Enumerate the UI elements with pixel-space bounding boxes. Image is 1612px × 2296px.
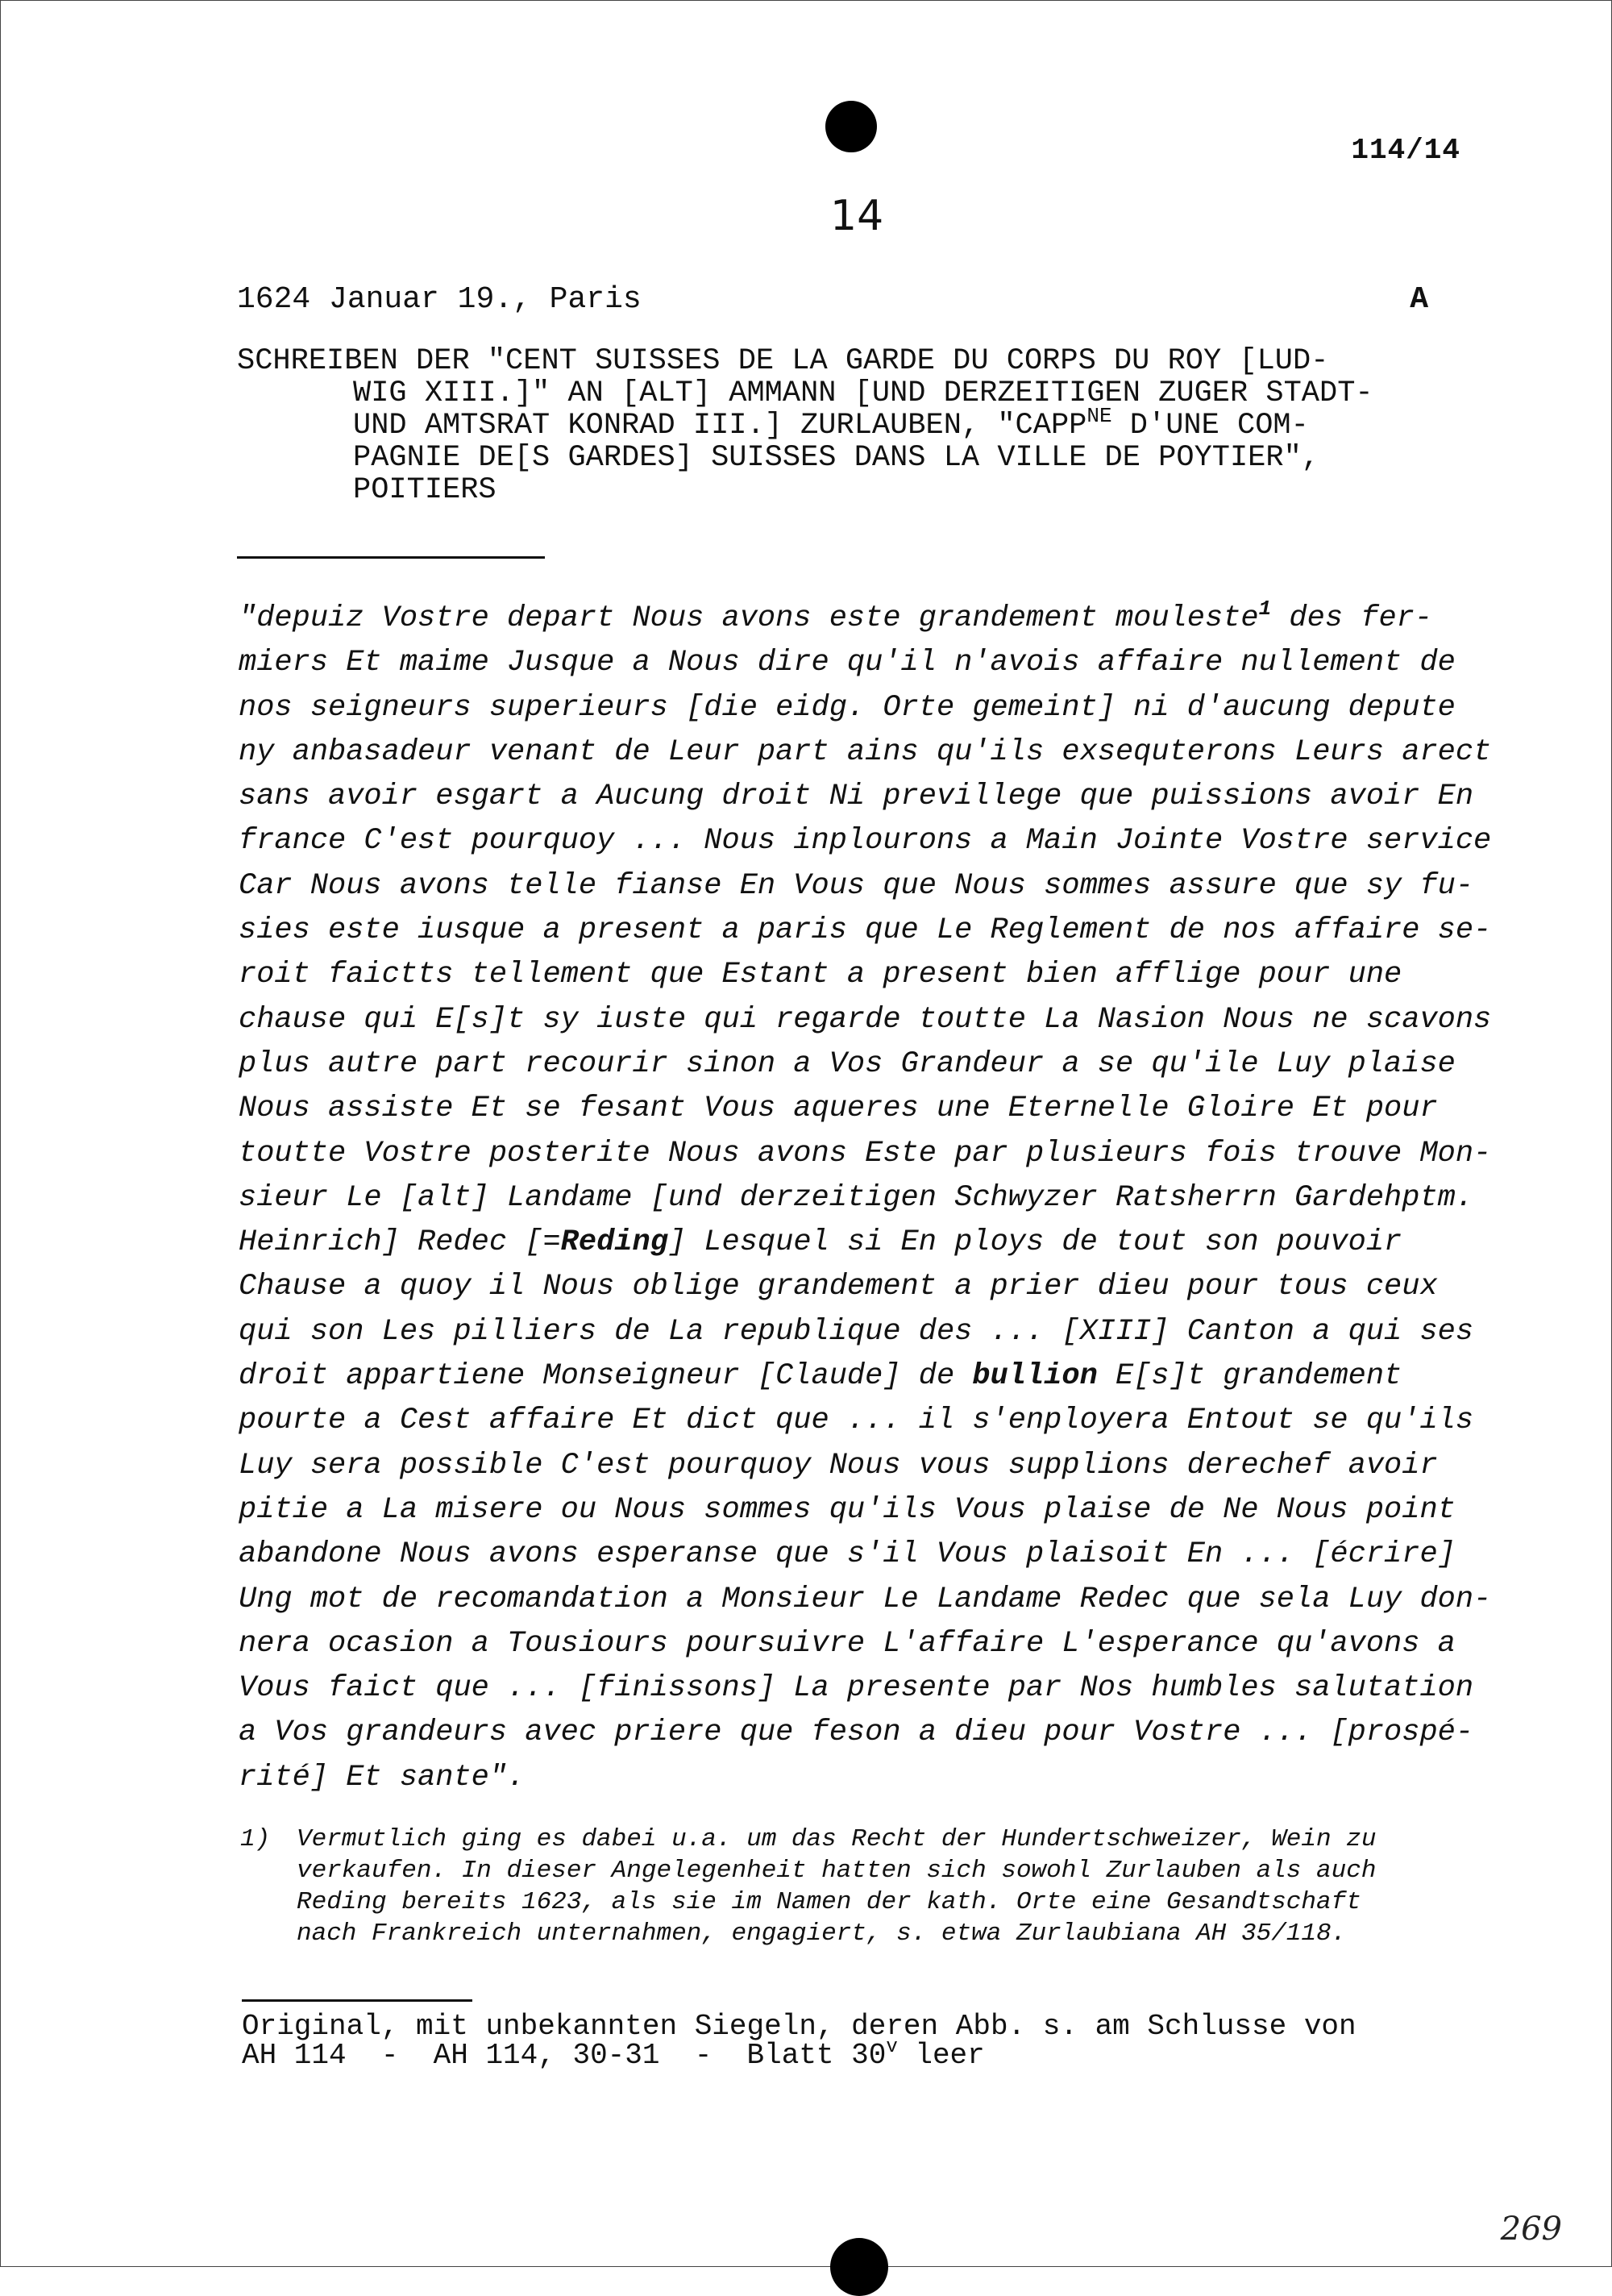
body-line	[239, 1354, 1480, 1399]
body-line: Vous faict que ... [finissons] La presente par Nos humbles salutation	[239, 1671, 1474, 1706]
provenance-note	[242, 2012, 1483, 2070]
heading-line: PAGNIE DE[S GARDES] SUISSES DANS LA VILLE DE POYTIER",	[353, 441, 1319, 475]
document-heading	[237, 345, 1438, 506]
footnote-line: Vermutlich ging es dabei u.a. um das Recht der Hundertschweizer, Wein zu	[297, 1825, 1377, 1853]
heading-text: D'UNE COM-	[1111, 409, 1309, 443]
body-line: Ung mot de recomandation a Monsieur Le Landame Redec que sela Luy don-	[239, 1582, 1492, 1616]
body-text: ] Lesquel si En ploys de tout son pouvoir	[667, 1225, 1402, 1260]
punch-hole-bottom	[830, 2238, 888, 2296]
body-text: E[s]t grandement	[1097, 1359, 1402, 1394]
body-line	[239, 597, 1480, 641]
body-line: Chause a quoy il Nous oblige grandement a prier dieu pour tous ceux	[239, 1270, 1438, 1304]
provenance-text: AH 114 - AH 114, 30-31 - Blatt 30	[242, 2039, 887, 2072]
heading-line: POITIERS	[353, 473, 496, 507]
body-line: nos seigneurs superieurs [die eidg. Orte gemeint] ni d'aucung depute	[239, 690, 1456, 725]
body-line: france C'est pourquoy ... Nous inplourons a Main Jointe Vostre service	[239, 824, 1492, 859]
body-line: Car Nous avons telle fianse En Vous que Nous sommes assure que sy fu-	[239, 868, 1474, 903]
divider-rule	[242, 1999, 472, 2002]
body-line	[239, 1221, 1480, 1265]
body-line: sieur Le [alt] Landame [und derzeitigen Schwyzer Ratsherrn Gardehptm.	[239, 1180, 1474, 1215]
footnote-line: Reding bereits 1623, als sie im Namen der kath. Orte eine Gesandtschaft	[297, 1888, 1361, 1916]
body-line: qui son Les pilliers de La republique des ... [XIII] Canton a qui ses	[239, 1314, 1474, 1349]
body-bold-name: bullion	[972, 1359, 1098, 1394]
body-line: plus autre part recourir sinon a Vos Grandeur a se qu'ile Luy plaise	[239, 1046, 1456, 1081]
body-bold-name: Reding	[560, 1225, 668, 1260]
provenance-superscript: v	[886, 2036, 898, 2058]
handwritten-archive-mark: 269	[1500, 2211, 1562, 2248]
punch-hole-top	[825, 101, 877, 152]
provenance-line: Original, mit unbekannten Siegeln, deren Abb. s. am Schlusse von	[242, 2010, 1356, 2043]
footnote-line: nach Frankreich unternahmen, engagiert, s. etwa Zurlaubiana AH 35/118.	[297, 1920, 1347, 1948]
reference-number: 114/14	[1351, 134, 1460, 167]
provenance-text: leer	[897, 2039, 985, 2072]
footnote-number: 1)	[240, 1825, 271, 1853]
body-line: toutte Vostre posterite Nous avons Este par plusieurs fois trouve Mon-	[239, 1136, 1492, 1171]
divider-rule	[237, 556, 545, 559]
body-line: rité] Et sante".	[239, 1760, 526, 1795]
body-line: Nous assiste Et se fesant Vous aqueres une Eternelle Gloire Et pour	[239, 1092, 1438, 1126]
body-text: des fer-	[1271, 601, 1433, 635]
document-class: A	[1410, 282, 1428, 317]
body-line: abandone Nous avons esperanse que s'il Vous plaisoit En ... [écrire]	[239, 1537, 1456, 1572]
heading-line: SCHREIBEN DER "CENT SUISSES DE LA GARDE DU CORPS DU ROY [LUD-	[237, 344, 1329, 378]
body-line: sies este iusque a present a paris que Le Reglement de nos affaire se-	[239, 913, 1492, 948]
body-text: Heinrich] Redec [=	[239, 1225, 561, 1260]
heading-line	[237, 404, 1438, 443]
footnote-body	[297, 1824, 1489, 1949]
body-line: Luy sera possible C'est pourquoy Nous vous supplions derechef avoir	[239, 1448, 1438, 1483]
body-line: a Vos grandeurs avec priere que feson a dieu pour Vostre ... [prospé-	[239, 1716, 1474, 1750]
heading-superscript: NE	[1086, 404, 1112, 428]
footnote-marker: 1	[1258, 597, 1272, 621]
heading-text: UND AMTSRAT KONRAD III.] ZURLAUBEN, "CAPP	[353, 409, 1087, 443]
heading-line: WIG XIII.]" AN [ALT] AMMANN [UND DERZEITIGEN ZUGER STADT-	[353, 376, 1373, 410]
footnote-line: verkaufen. In dieser Angelegenheit hatten sich sowohl Zurlauben als auch	[297, 1857, 1377, 1885]
body-line: miers Et maime Jusque a Nous dire qu'il n'avois affaire nullement de	[239, 646, 1456, 680]
body-line: sans avoir esgart a Aucung droit Ni previllege que puissions avoir En	[239, 780, 1474, 814]
body-line: nera ocasion a Tousiours poursuivre L'affaire L'esperance qu'avons a	[239, 1626, 1456, 1661]
provenance-line	[242, 2036, 1483, 2072]
date-place: 1624 Januar 19., Paris	[237, 282, 642, 317]
body-line: pitie a La misere ou Nous sommes qu'ils Vous plaise de Ne Nous point	[239, 1492, 1456, 1527]
document-number: 14	[830, 192, 884, 240]
body-line: pourte a Cest affaire Et dict que ... il s'enployera Entout se qu'ils	[239, 1404, 1474, 1438]
body-line: chause qui E[s]t sy iuste qui regarde toutte La Nasion Nous ne scavons	[239, 1002, 1492, 1037]
body-line: roit faictts tellement que Estant a present bien afflige pour une	[239, 958, 1402, 992]
body-line: ny anbasadeur venant de Leur part ains qu'ils exsequterons Leurs arect	[239, 734, 1492, 769]
body-text: droit appartiene Monseigneur [Claude] de	[239, 1359, 973, 1394]
letter-body	[239, 597, 1492, 1800]
body-text: "depuiz Vostre depart Nous avons este grandement mouleste	[239, 601, 1259, 635]
